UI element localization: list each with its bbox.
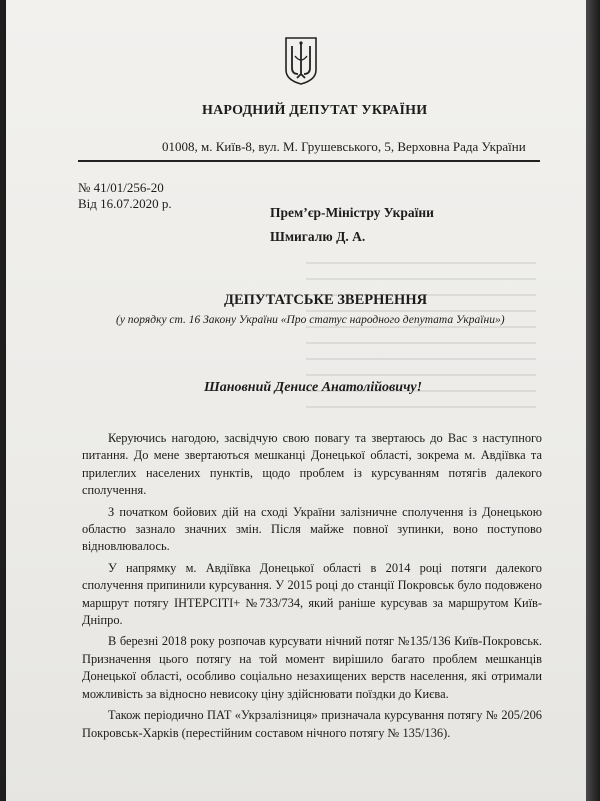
document-title: ДЕПУТАТСЬКЕ ЗВЕРНЕННЯ bbox=[224, 292, 428, 308]
letter-body bbox=[82, 430, 542, 746]
addressee-name: Шмигалю Д. А. bbox=[270, 229, 366, 244]
table-edge bbox=[586, 0, 600, 801]
paragraph: У напрямку м. Авдіївка Донецької області в 2014 році потяги далекого сполучення припинили курсування. У 2015 році до станції Покровськ було подовжено маршрут потягу ІНТЕРСІТІ+ №733/734, який раніше курсував за маршрутом Київ-Дніпро. bbox=[82, 560, 542, 628]
document-subtitle: (у порядку ст. 16 Закону України «Про статус народного депутата України») bbox=[116, 314, 505, 326]
reference-number: № 41/01/256-20 bbox=[78, 180, 164, 195]
salutation: Шановний Денисе Анатолійовичу! bbox=[204, 380, 423, 395]
org-name: НАРОДНИЙ ДЕПУТАТ УКРАЇНИ bbox=[202, 103, 428, 118]
document-sheet bbox=[6, 0, 586, 801]
sender-address: 01008, м. Київ-8, вул. М. Грушевського, 5, Верховна Рада України bbox=[162, 139, 526, 154]
paragraph: Також періодично ПАТ «Укрзалізниця» призначала курсування потягу № 205/206 Покровськ-Харків (перестійним составом нічного потягу № 135/136). bbox=[82, 708, 542, 740]
reference-date: Від 16.07.2020 р. bbox=[78, 196, 172, 211]
paragraph: Керуючись нагодою, засвідчую свою повагу та звертаюсь до Вас з наступного питання. До мене звертаються мешканці Донецької області, зокрема м. Авдіївка та прилеглих населених пунктів, щодо проблем із курсуванням потягів далекого сполучення. bbox=[82, 431, 542, 498]
reverse-side-bleed-through bbox=[306, 262, 536, 432]
addressee-position: Прем’єр-Міністру України bbox=[270, 205, 434, 220]
header-divider bbox=[78, 160, 540, 162]
paragraph: З початком бойових дій на сході України залізничне сполучення із Донецькою областю зазнало значних змін. Після майже повної зупинки, воно поступово відновлювалось. bbox=[82, 504, 542, 554]
paragraph: В березні 2018 року розпочав курсувати нічний потяг №135/136 Київ-Покровськ. Призначення цього потягу на той момент вирішило багато проблем мешканців Донецької області, особливо соціально незахищених верств населення, які отримали можливість за відносно невисоку ціну здійснювати поїздки до Києва. bbox=[82, 634, 542, 701]
ukraine-trident-icon bbox=[284, 36, 318, 86]
